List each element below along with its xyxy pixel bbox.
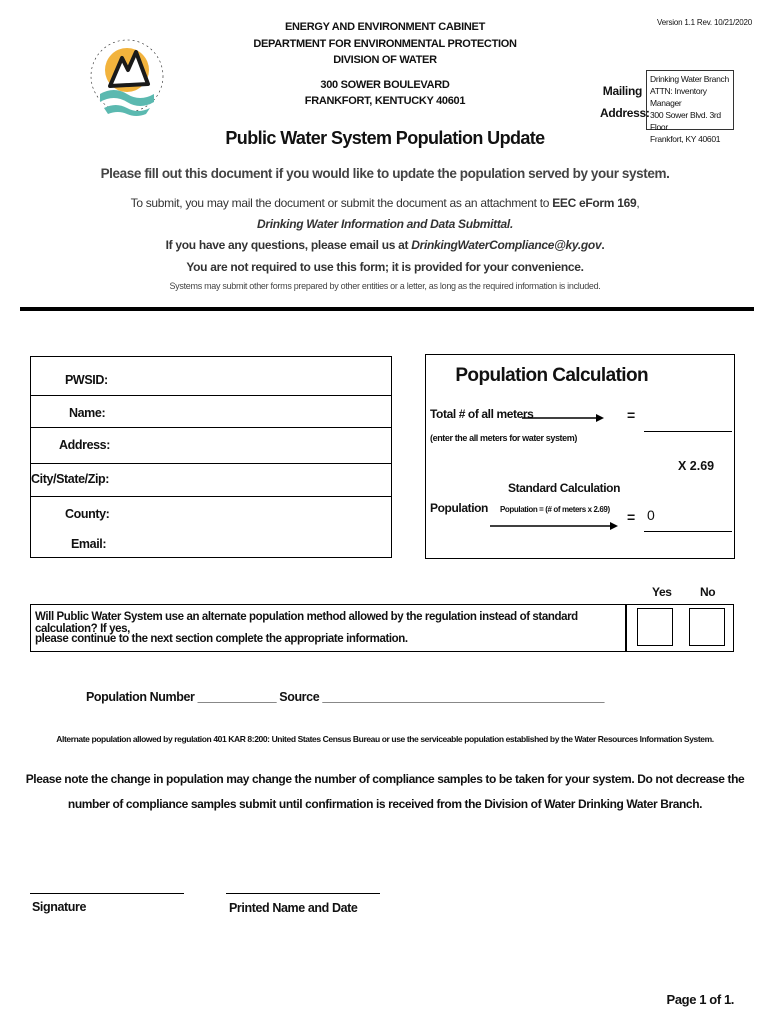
name-label: Name: bbox=[69, 406, 106, 420]
population-result-line bbox=[644, 531, 732, 532]
email-row[interactable] bbox=[31, 529, 391, 561]
system-info-box bbox=[30, 356, 392, 558]
signature-line[interactable] bbox=[30, 893, 184, 894]
intro-question: If you have any questions, please email us at bbox=[165, 238, 412, 252]
division-name: DIVISION OF WATER bbox=[333, 54, 437, 66]
mailing-address-box bbox=[646, 70, 734, 144]
population-number-label: Population Number bbox=[86, 690, 195, 704]
no-label: No bbox=[700, 585, 716, 599]
printed-name-label: Printed Name and Date bbox=[229, 901, 358, 915]
question-divider bbox=[625, 605, 627, 651]
department-name: DEPARTMENT FOR ENVIRONMENTAL PROTECTION bbox=[253, 38, 517, 50]
yes-label: Yes bbox=[652, 585, 672, 599]
page-number: Page 1 of 1. bbox=[666, 992, 734, 1007]
eform-link[interactable]: EEC eForm 169 bbox=[552, 196, 637, 210]
intro-line-6: Systems may submit other forms prepared by other entities or a letter, as long as the required information is included. bbox=[169, 281, 601, 291]
page-title: Public Water System Population Update bbox=[225, 128, 545, 148]
intro-period: . bbox=[601, 238, 605, 252]
version-label: Version 1.1 Rev. 10/21/2020 bbox=[657, 18, 752, 27]
signature-label: Signature bbox=[32, 900, 87, 914]
regulation-note: Alternate population allowed by regulation 401 KAR 8:200: United States Census Bureau or use the serviceable population established by the Water Resources Information System. bbox=[56, 734, 714, 744]
source-label: Source bbox=[279, 690, 320, 704]
meters-arrow-icon bbox=[522, 413, 604, 423]
population-number-field[interactable]: ____________ bbox=[197, 690, 277, 704]
yes-checkbox[interactable] bbox=[637, 608, 673, 646]
alternate-population-row bbox=[86, 690, 604, 704]
cabinet-name: ENERGY AND ENVIRONMENT CABINET bbox=[284, 21, 486, 33]
intro-line-4 bbox=[0, 238, 770, 252]
meters-input-line[interactable] bbox=[644, 431, 732, 432]
mail-line: Frankfort, KY 40601 bbox=[650, 134, 721, 144]
intro-text: To submit, you may mail the document or submit the document as an attachment to bbox=[130, 196, 553, 210]
intro-line-1: Please fill out this document if you would like to update the population served by your system. bbox=[100, 166, 670, 181]
population-label: Population bbox=[430, 501, 488, 515]
multiplier: X 2.69 bbox=[678, 459, 715, 473]
city-address: FRANKFORT, KENTUCKY 40601 bbox=[304, 95, 466, 107]
mail-line: Drinking Water Branch bbox=[650, 74, 729, 84]
printed-name-line[interactable] bbox=[226, 893, 380, 894]
name-row[interactable] bbox=[31, 395, 391, 427]
question-line-2: please continue to the next section complete the appropriate information. bbox=[35, 633, 408, 645]
standard-calc-label: Standard Calculation bbox=[508, 481, 621, 495]
notice-line-1: Please note the change in population may change the number of compliance samples to be taken for your system. Do not decrease the bbox=[25, 772, 745, 786]
mailing-label-2: Address: bbox=[600, 106, 650, 120]
pwsid-row[interactable] bbox=[31, 357, 391, 389]
population-arrow-icon bbox=[490, 521, 618, 531]
calc-title: Population Calculation bbox=[455, 365, 648, 386]
alternate-method-question bbox=[30, 604, 734, 652]
section-divider bbox=[20, 307, 754, 311]
population-equals: = bbox=[627, 509, 636, 525]
county-label: County: bbox=[65, 507, 110, 521]
question-line-1: Will Public Water System use an alternate population method allowed by the regulation instead of standard calculation? If yes, bbox=[35, 611, 578, 635]
email-link[interactable]: DrinkingWaterCompliance@ky.gov bbox=[411, 238, 602, 252]
mailing-label-1: Mailing bbox=[602, 84, 642, 98]
intro-line-2 bbox=[0, 196, 770, 210]
intro-comma: , bbox=[636, 196, 640, 210]
mail-line: 300 Sower Blvd. 3rd Floor bbox=[650, 110, 721, 132]
street-address: 300 SOWER BOULEVARD bbox=[320, 79, 450, 91]
address-label: Address: bbox=[59, 438, 110, 452]
population-calc-box bbox=[425, 354, 735, 559]
meters-label: Total # of all meters bbox=[430, 407, 534, 421]
city-label: City/State/Zip: bbox=[31, 472, 110, 486]
city-row[interactable] bbox=[31, 463, 391, 495]
address-row[interactable] bbox=[31, 427, 391, 459]
mailing-label bbox=[600, 80, 650, 124]
source-field[interactable]: ___________________________________________ bbox=[322, 690, 605, 704]
county-row[interactable] bbox=[31, 496, 391, 528]
population-result: 0 bbox=[647, 507, 655, 523]
formula-label: Population = (# of meters x 2.69) bbox=[500, 505, 610, 514]
intro-line-3: Drinking Water Information and Data Submittal. bbox=[256, 217, 513, 231]
no-checkbox[interactable] bbox=[689, 608, 725, 646]
meters-note: (enter the all meters for water system) bbox=[430, 433, 577, 443]
email-label: Email: bbox=[71, 537, 107, 551]
meters-equals: = bbox=[627, 407, 636, 423]
intro-line-5: You are not required to use this form; it is provided for your convenience. bbox=[186, 260, 584, 274]
mail-line: ATTN: Inventory Manager bbox=[650, 86, 707, 108]
notice-line-2: number of compliance samples submit until confirmation is received from the Division of Water Drinking Water Branch. bbox=[67, 797, 703, 811]
pwsid-label: PWSID: bbox=[65, 373, 108, 387]
